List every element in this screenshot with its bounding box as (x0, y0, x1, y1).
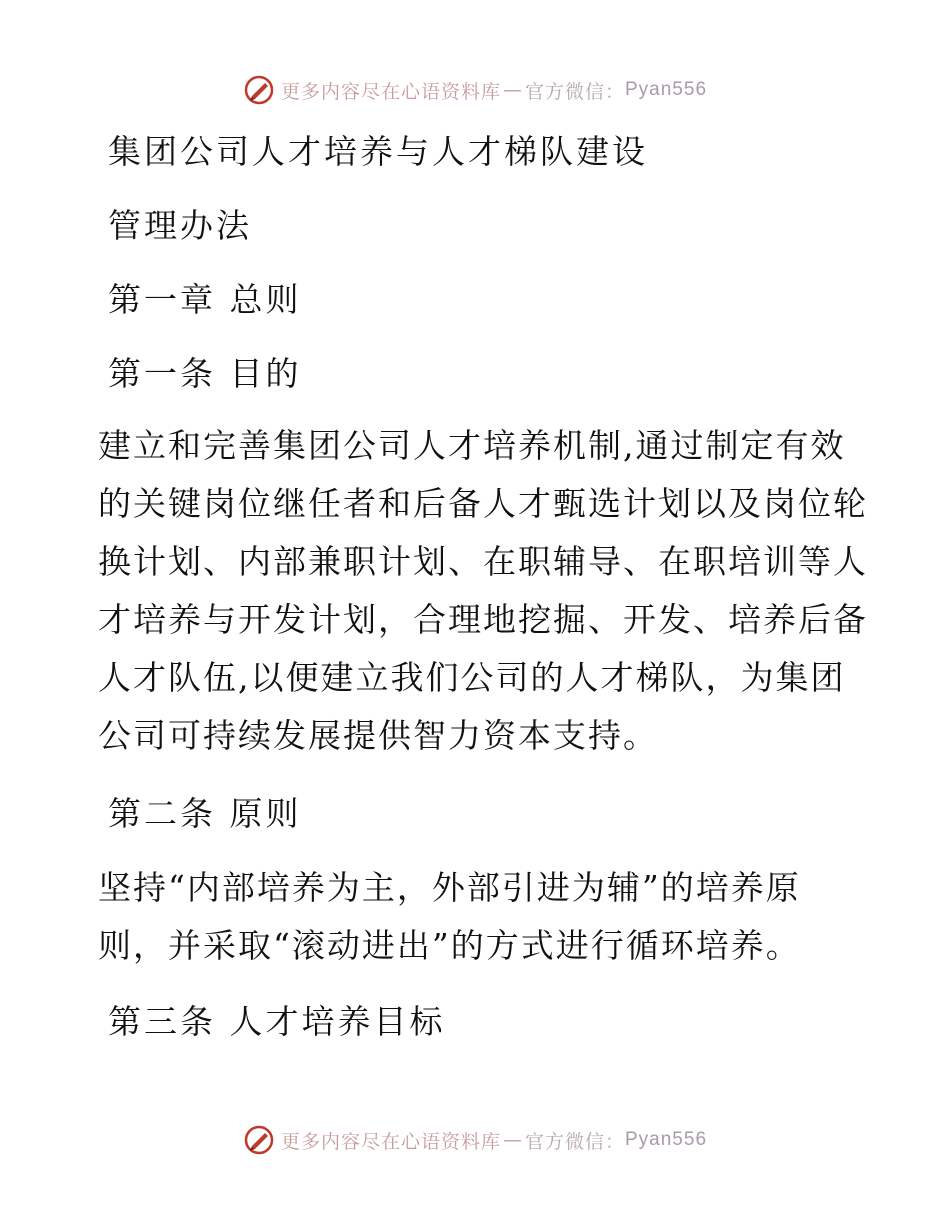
document-title-line2: 管理办法 (108, 206, 252, 245)
watermark-text: 更多内容尽在心语资料库 (280, 1130, 501, 1153)
pen-logo-icon (243, 1124, 275, 1156)
chapter-heading: 第一章 总则 (108, 280, 302, 319)
article1-line: 公司可持续发展提供智力资本支持。 (98, 716, 658, 755)
watermark-label: 官方微信： (524, 1130, 625, 1153)
article1-line: 建立和完善集团公司人才培养机制,通过制定有效 (98, 426, 846, 465)
article1-line: 换计划、内部兼职计划、在职辅导、在职培训等人 (98, 542, 868, 581)
watermark-id: Pyan556 (625, 1129, 708, 1150)
article1-line: 人才队伍,以便建立我们公司的人才梯队，为集团 (98, 658, 846, 697)
article3-heading: 第三条 人才培养目标 (108, 1002, 446, 1041)
footer-watermark (0, 1120, 950, 1160)
article2-line: 则，并采取“滚动进出”的方式进行循环培养。 (98, 926, 801, 965)
watermark-text: 更多内容尽在心语资料库 (280, 80, 501, 103)
article1-line: 的关键岗位继任者和后备人才甄选计划以及岗位轮 (98, 484, 868, 523)
article2-heading: 第二条 原则 (108, 794, 302, 833)
article2-line: 坚持“内部培养为主，外部引进为辅”的培养原 (98, 868, 801, 907)
article1-heading: 第一条 目的 (108, 354, 302, 393)
pen-logo-icon (243, 74, 275, 106)
article1-line: 才培养与开发计划，合理地挖掘、开发、培养后备 (98, 600, 868, 639)
header-watermark (0, 70, 950, 110)
watermark-separator: — (502, 1129, 523, 1151)
document-title-line1: 集团公司人才培养与人才梯队建设 (108, 132, 648, 171)
watermark-id: Pyan556 (625, 79, 708, 100)
watermark-label: 官方微信： (524, 80, 625, 103)
watermark-separator: — (502, 79, 523, 101)
